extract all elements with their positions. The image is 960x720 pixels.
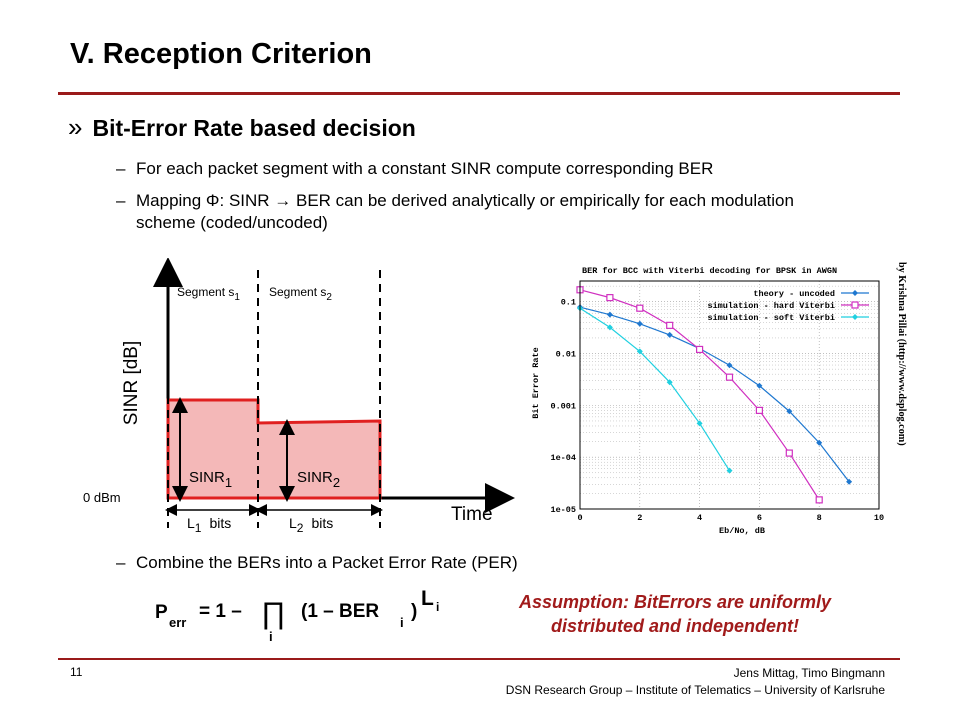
x-tick-label: 10 bbox=[873, 513, 885, 523]
sinr-diagram bbox=[75, 258, 515, 538]
chart-ylabel: Bit Error Rate bbox=[531, 347, 541, 419]
slide-title: V. Reception Criterion bbox=[70, 38, 372, 70]
sinr-1-label: SINR1 bbox=[189, 469, 233, 490]
main-bullet bbox=[68, 112, 416, 143]
dash: – bbox=[116, 191, 126, 210]
bullet-text: Bit-Error Rate based decision bbox=[92, 115, 416, 141]
footer-credits bbox=[506, 665, 885, 699]
svg-text:i: i bbox=[269, 629, 273, 644]
legend-label: simulation - soft Viterbi bbox=[707, 313, 835, 323]
page-number: 11 bbox=[70, 665, 83, 679]
chart-background bbox=[522, 255, 892, 535]
assumption-note: Assumption: BitErrors are uniformly distributed and independent! bbox=[518, 592, 832, 636]
sub-point-1 bbox=[116, 158, 876, 180]
data-point bbox=[816, 497, 822, 503]
data-point bbox=[756, 407, 762, 413]
sub-point-text: Mapping Φ: SINR → BER can be derived analytically or empirically for each modulation scheme (coded/uncoded) bbox=[136, 191, 794, 232]
sub-point-text: Combine the BERs into a Packet Error Rate (PER) bbox=[136, 553, 518, 572]
svg-text:= 1 –: = 1 – bbox=[199, 601, 242, 622]
x-tick-label: 8 bbox=[816, 513, 822, 523]
y-tick-label: 1e-05 bbox=[550, 505, 576, 515]
data-point bbox=[637, 305, 643, 311]
sub-point-2 bbox=[116, 190, 876, 234]
y-tick-label: 0.1 bbox=[560, 297, 576, 308]
data-point bbox=[727, 374, 733, 380]
legend-label: theory - uncoded bbox=[753, 289, 835, 299]
dash: – bbox=[116, 553, 126, 572]
credit-text bbox=[895, 262, 909, 510]
data-point bbox=[667, 322, 673, 328]
x-axis-label: Time bbox=[451, 504, 493, 525]
x-tick-label: 4 bbox=[697, 513, 703, 523]
dash: – bbox=[116, 159, 126, 178]
svg-text:L: L bbox=[421, 587, 434, 610]
footer-group: DSN Research Group – Institute of Telematics – University of Karlsruhe bbox=[505, 683, 885, 697]
x-tick-label: 0 bbox=[577, 513, 583, 523]
chart-title: BER for BCC with Viterbi decoding for BPSK in AWGN bbox=[582, 266, 838, 276]
svg-text:): ) bbox=[411, 601, 418, 622]
y-tick-label: 0.001 bbox=[550, 401, 576, 412]
data-point bbox=[697, 346, 703, 352]
bullet-chevron-icon: » bbox=[68, 112, 83, 142]
svg-text:err: err bbox=[169, 615, 187, 630]
legend-marker bbox=[852, 302, 858, 308]
footer-divider bbox=[58, 658, 900, 660]
legend-label: simulation - hard Viterbi bbox=[707, 301, 835, 311]
svg-text:by Krishna Pillai (http://www.: by Krishna Pillai (http://www.dsplog.com) bbox=[896, 262, 907, 446]
y-axis-label: SINR [dB] bbox=[121, 340, 142, 426]
y-tick-label: 1e-04 bbox=[550, 453, 576, 464]
svg-text:P: P bbox=[155, 602, 168, 623]
svg-text:i: i bbox=[436, 600, 440, 614]
footer-authors: Jens Mittag, Timo Bingmann bbox=[733, 666, 885, 680]
length-2-label: L2 bits bbox=[289, 515, 334, 535]
per-formula bbox=[155, 585, 445, 645]
svg-text:∏: ∏ bbox=[261, 597, 286, 630]
length-1-label: L1 bits bbox=[187, 515, 232, 535]
sub-point-text: For each packet segment with a constant SINR compute corresponding BER bbox=[136, 159, 714, 178]
svg-text:(1 – BER: (1 – BER bbox=[301, 601, 380, 622]
svg-text:i: i bbox=[400, 615, 404, 630]
chart-xlabel: Eb/No, dB bbox=[719, 526, 765, 535]
data-point bbox=[607, 295, 613, 301]
y-tick-label: 0.01 bbox=[555, 349, 576, 360]
sinr-2-label: SINR2 bbox=[297, 469, 341, 490]
x-tick-label: 2 bbox=[637, 513, 643, 523]
ber-chart bbox=[522, 255, 892, 535]
segment-1-label: Segment $s_1$ bbox=[177, 285, 240, 303]
segment-2-label: Segment $s_2$ bbox=[269, 285, 332, 303]
sub-point-3 bbox=[116, 552, 876, 574]
zero-label: 0 dBm bbox=[83, 490, 121, 505]
title-divider bbox=[58, 92, 900, 95]
data-point bbox=[786, 450, 792, 456]
x-tick-label: 6 bbox=[756, 513, 762, 523]
